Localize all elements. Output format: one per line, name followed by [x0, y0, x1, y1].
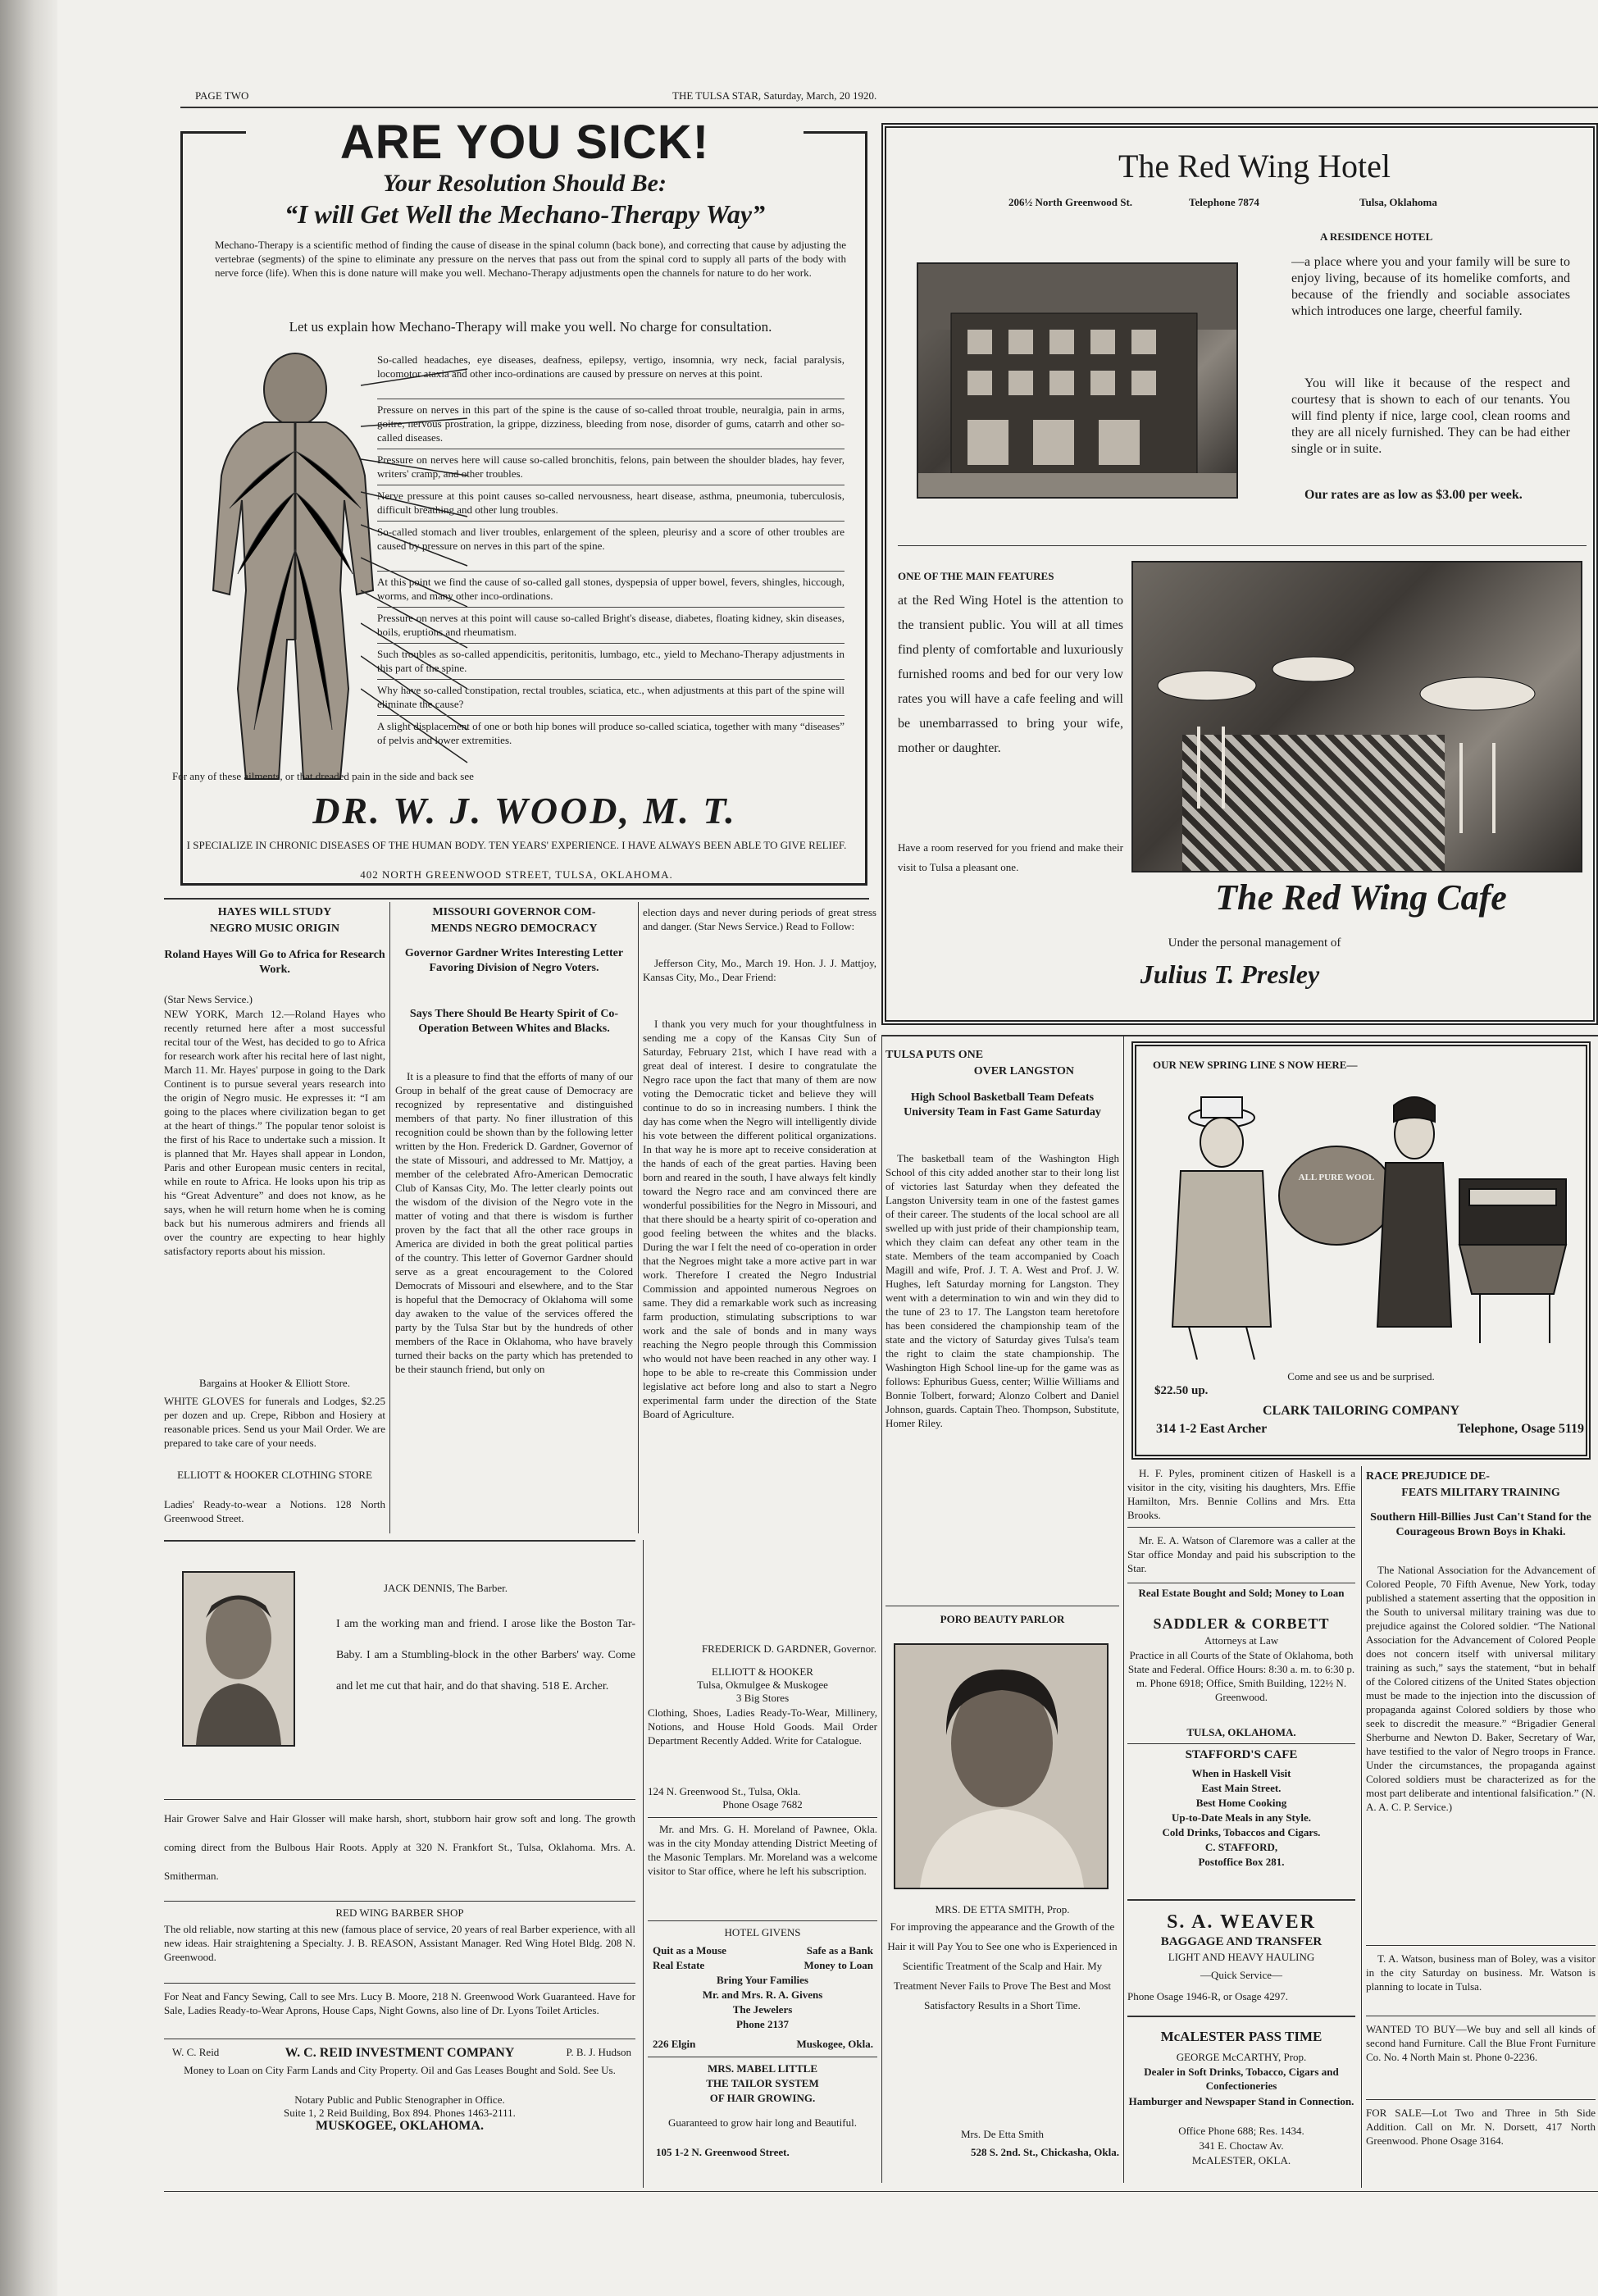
- ad-footer: For any of these ailments, or that dreaded pain in the side and back see: [172, 770, 474, 782]
- elliott-addr: 124 N. Greenwood St., Tulsa, Okla.: [648, 1785, 801, 1797]
- langston-body: The basketball team of the Washington High School of this city added another star to their long list of victories last Saturday when they defeated the Langston University team in one of the fastest games of their career. The students of the local school are all swelled up with just pride of their championship team, which they claim can defeat any other team in the state. Members of the team accompanied by Coach Magill and wife, Prof. J. T. A. West and Prof. J. W. Hughes, left Saturday morning for Langston. They went with a determination to win and win they did to the tune of 23 to 17. The Langston team heretofore has been considered the championship team of the state and the victory of Saturday gives Tulsa's team the right to claim the state championship. The Washington High School line-up for the game was as follows: Ephuribus Guess, center; Willie Williams and Bonnie Tolbert, forward; Alonzo Colbert and Daniel Johnson, guards. Captain Theo. Thompson, Substitute, Homer Riley.: [886, 1152, 1119, 1429]
- body-figure-icon: [197, 344, 385, 787]
- mcalester-l6: McALESTER, OKLA.: [1191, 2154, 1291, 2166]
- ailment-list: [377, 353, 845, 752]
- little-head: MRS. MABEL LITTLE: [707, 2062, 817, 2075]
- pyles-note: H. F. Pyles, prominent citizen of Haskell is a visitor in the city, visiting his daughters, Mrs. Effie Hamilton, Mrs. Bennie Collins and Mrs. Etta Brooks.: [1127, 1467, 1355, 1521]
- cafe-management: Under the personal management of: [1168, 936, 1341, 950]
- race-body: The National Association for the Advancement of Colored People, 70 Fifth Avenue, New York, today published a statement asserting that the opposition in the South to universal military training was due to prejudice against the Colored soldier. “The National Association for the Advancement of Colored People does not concern itself with universal military training as such,” says the statement, “but in behalf of the Colored citizens of the United States objection must be made to the injection into the discussion of propaganda against Colored soldiers by those who seek to discredit the measure.” “Brigadier General Sherburne and Newton D. Baker, Secretary of War, have testified to the valor of Negro troops in France. Under the circumstances, the propaganda against Colored soldiers must be characterized as for the most part deliberate and intentional falsification.” (N. A. A. C. P. Service.): [1366, 1564, 1596, 1813]
- governor-body: It is a pleasure to find that the efforts of many of our Group in behalf of the great cause of Democracy are recognized by representative and distinguished members of that party. No finer illustration of this recognition could be shown than by the following letter written by the Hon. Frederick D. Gardner, Governor of the state of Missouri, and addressed to Mr. Mattjoy, a member of the celebrated Afro-American Democratic Club of Kansas City, Mo. The letter clearly points out the wisdom of the division of the Negro vote in the matter of voting and that there is wisdom is further proven by the fact that all the other race groups in America are divided in both the great political parties of the country. This letter of Governor Gardner should serve as a great encouragement to the Colored Democrats of Missouri and elsewhere, and to the Star is hopeful that the Democracy of Oklahoma will some day awaken to the value of the services offered the party by the Tulsa Star but by the hundreds of other members of the Race in Oklahoma, who have bravely turned their backs on the party which has pretended to be their staunch friend, but only on: [395, 1070, 633, 1375]
- ta-watson-note: T. A. Watson, business man of Boley, was a visitor in the city Saturday on business. Mr. Watson is planning to locate in Tulsa.: [1366, 1952, 1596, 1993]
- letter-body: I thank you very much for your thoughtfulness in sending me a copy of the Kansas City Sun of Saturday, February 21st, which I have read with a great deal of interest. I desire to congratulate the Negro race upon the fact that many of them are now voting the Democratic ticket and believe they will continue to do so in increasing numbers. I think the day has come when the Negro will intelligently divide his vote between the different political organizations. In that way he is more apt to receive consideration at the hands of each of the great parties. Having been born and reared in the south, I have always felt kindly toward the Negro race and am convinced there are wonderful possibilities for the Negro in Missouri, and that there should be a hearty spirit of co-operation and good feeling between the whites and the blacks. During the war I felt the need of co-operation in order that the Negroes might take a more active part in war work. Therefore I created the Negro Industrial Commission and appointed numerous Negroes on same. They did a remarkable work such as increasing farm production, stimulating subscriptions to war work and the sale of bonds and in many ways reaching the Negro people through this Commission who would not have been reached in any other way. I hope to be able to re-create this Commission under legislative act before long and also to start a Negro experimental farm under the direction of the State Board of Agriculture.: [643, 1018, 876, 1420]
- elliott-cities: Tulsa, Okmulgee & Muskogee: [697, 1679, 828, 1691]
- cafe-manager: Julius T. Presley: [1140, 959, 1320, 989]
- portrait-icon: [895, 1645, 1107, 1888]
- elliott-stores: 3 Big Stores: [735, 1692, 790, 1704]
- stafford-head: STAFFORD'S CAFE: [1185, 1748, 1298, 1761]
- weaver-head: S. A. WEAVER: [1167, 1911, 1316, 1933]
- nervous-system-figure: [197, 344, 385, 787]
- hotel-description: —a place where you and your family will be sure to enjoy living, because of its homelike comforts, and because of the friendly and sociable associates which introduces one large, cheerful family.: [1291, 255, 1570, 318]
- jack-body: I am the working man and friend. I arose like the Boston Tar-Baby. I am a Stumbling-block in the other Barbers' way. Come and let me cut that hair, and do that shaving. 518 E. Archer.: [336, 1618, 635, 1692]
- weaver-phone: Phone Osage 1946-R, or Osage 4297.: [1127, 1990, 1289, 2002]
- ailment-item: Pressure on nerves in this part of the spine is the cause of so-called throat trouble, neuralgia, pain in arms, goitre, nervous prostration, la grippe, dizziness, bleeding from nose, disorder of gums, catarrh and other so-called diseases.: [377, 403, 845, 449]
- givens-r1: Safe as a Bank: [806, 1944, 873, 1957]
- reid-left: W. C. Reid: [172, 2046, 220, 2058]
- spring-head: OUR NEW SPRING LINE S NOW HERE—: [1153, 1059, 1358, 1071]
- cafe-interior-photo: [1131, 561, 1582, 872]
- givens-l3: 226 Elgin: [653, 2038, 696, 2050]
- stafford-l4: Up-to-Date Meals in any Style.: [1171, 1811, 1312, 1824]
- ailment-item: Nerve pressure at this point causes so-called nervousness, heart disease, asthma, pneumonia, tuberculosis, difficult breathing and other lung troubles.: [377, 489, 845, 522]
- hayes-subhead: Roland Hayes Will Go to Africa for Research Work.: [164, 949, 385, 976]
- ailment-item: Such troubles as so-called appendicitis, peritonitis, lumbago, etc., yield to Mechano-Therapy adjustments in this part of the spine.: [377, 647, 845, 680]
- givens-l2: Real Estate: [653, 1959, 705, 1971]
- moreland-note: Mr. and Mrs. G. H. Moreland of Pawnee, Okla. was in the city Monday attending District Meeting of the Masonic Templars. Mr. Moreland was a welcome visitor to Star office, where he left his subscription.: [648, 1823, 877, 1877]
- building-icon: [918, 264, 1236, 497]
- clark-company: CLARK TAILORING COMPANY: [1262, 1404, 1459, 1418]
- stafford-l5: Cold Drinks, Tobaccos and Cigars.: [1162, 1826, 1321, 1838]
- poro-sign: Mrs. De Etta Smith: [960, 2128, 1045, 2140]
- hotel-address: 206½ North Greenwood St.: [1008, 196, 1133, 208]
- stafford-l6: C. STAFFORD,: [1204, 1841, 1278, 1853]
- wanted-ad: WANTED TO BUY—We buy and sell all kinds of second hand Furniture. Call the Blue Front Furniture Co. No. 4 North Main st. Phone 0-2236.: [1366, 2023, 1596, 2063]
- weaver-quick: —Quick Service—: [1200, 1969, 1282, 1981]
- langston-subhead: High School Basketball Team Defeats University Team in Fast Game Saturday: [904, 1091, 1101, 1118]
- weaver-sub: BAGGAGE AND TRANSFER: [1160, 1935, 1323, 1948]
- hotel-building-photo: [917, 262, 1238, 499]
- stafford-l2: East Main Street.: [1201, 1782, 1282, 1794]
- bargains-store: ELLIOTT & HOOKER CLOTHING STORE: [177, 1469, 372, 1481]
- barber-head: RED WING BARBER SHOP: [335, 1906, 464, 1919]
- elliott-head: ELLIOTT & HOOKER: [712, 1665, 813, 1678]
- reserve-text: Have a room reserved for you friend and make their visit to Tulsa a pleasant one.: [898, 841, 1123, 873]
- ailment-item: Why have so-called constipation, rectal troubles, sciatica, etc., when adjustments at this part of the spine will eliminate the cause?: [377, 683, 845, 716]
- ad-intro: Mechano-Therapy is a scientific method of finding the cause of disease in the spinal column (back bone), and correcting that cause by adjusting the vertebrae (segments) of the spine to eliminate any pressure on the nerves that pass out from the spinal cord to supply all parts of the body with nerve force (life). When this is done nature will make you well. Mechano-Therapy adjustments open the channels for nature to do her work.: [215, 239, 846, 279]
- mcalester-l5: 341 E. Choctaw Av.: [1199, 2139, 1284, 2152]
- hotel-rates: Our rates are as low as $3.00 per week.: [1304, 488, 1523, 502]
- mcalester-l4: Office Phone 688; Res. 1434.: [1178, 2125, 1304, 2137]
- scan-edge: [0, 0, 57, 2296]
- reid-city: MUSKOGEE, OKLAHOMA.: [316, 2119, 484, 2133]
- saddler-name: SADDLER & CORBETT: [1153, 1615, 1330, 1632]
- givens-mid-2: Mr. and Mrs. R. A. Givens: [702, 1988, 823, 2001]
- wool-label: ALL PURE WOOL: [1298, 1173, 1375, 1182]
- givens-l1: Quit as a Mouse: [653, 1944, 726, 1957]
- poro-portrait-photo: [894, 1643, 1109, 1889]
- givens-head: HOTEL GIVENS: [724, 1926, 801, 1938]
- hotel-phone: Telephone 7874: [1189, 196, 1259, 208]
- cafe-title: The Red Wing Cafe: [1215, 877, 1507, 918]
- givens-mid-4: Phone 2137: [736, 2018, 789, 2030]
- feature-text: at the Red Wing Hotel is the attention to the transient public. You will at all times find plenty of comfortable and luxuriously furnished rooms and bed for our very low rates you will have a cafe feeling and will be unembarrassed to bring your wife, mother or daughter.: [898, 594, 1123, 755]
- givens-r2: Money to Loan: [804, 1959, 873, 1971]
- ailment-item: So-called headaches, eye diseases, deafness, epilepsy, vertigo, insomnia, wry neck, facial paralysis, locomotor ataxia and other inco-ordinations are caused by pressure on nerves at this point.: [377, 353, 845, 399]
- little-sub-2: OF HAIR GROWING.: [709, 2092, 816, 2104]
- elliott-body: Clothing, Shoes, Ladies Ready-To-Wear, Millinery, Notions, and House Hold Goods. Mail Order Department Recently Added. Write for Catalogue.: [648, 1706, 877, 1747]
- feature-heading: ONE OF THE MAIN FEATURES: [898, 570, 1054, 582]
- saddler-body: Practice in all Courts of the State of Oklahoma, both State and Federal. Office Hours: 8:30 a. m. to 6:30 p. m. Phone 6918; Office, Smith Building, 122½ N. Greenwood.: [1127, 1649, 1355, 1703]
- ailment-item: At this point we find the cause of so-called gall stones, dyspepsia of upper bowel, fevers, shingles, hiccough, worms, and many other inco-ordinations.: [377, 575, 845, 608]
- ailment-item: Pressure on nerves here will cause so-called bronchitis, felons, pain between the shoulder blades, hay fever, writers' cramp, and other troubles.: [377, 453, 845, 485]
- hotel-city: Tulsa, Oklahoma: [1359, 196, 1437, 208]
- little-addr: 105 1-2 N. Greenwood Street.: [656, 2146, 790, 2158]
- saddler-city: TULSA, OKLAHOMA.: [1186, 1726, 1296, 1738]
- governor-headline-2: MENDS NEGRO DEMOCRACY: [430, 922, 598, 935]
- spring-price: $22.50 up.: [1154, 1384, 1209, 1397]
- givens-r3: Muskogee, Okla.: [796, 2038, 873, 2050]
- mcalester-l2: Dealer in Soft Drinks, Tobacco, Cigars and Confectioneries: [1144, 2066, 1339, 2092]
- governor-subhead-1: Governor Gardner Writes Interesting Letter Favoring Division of Negro Voters.: [404, 947, 624, 974]
- reid-company: W. C. REID INVESTMENT COMPANY: [285, 2046, 515, 2060]
- sewing-ad: For Neat and Fancy Sewing, Call to see Mrs. Lucy B. Moore, 218 N. Greenwood Work Guaranteed. Have for Sale, Ladies Ready-to-Wear Aprons, House Caps, Night Gowns, also line of Dr. Lyons Toilet Articles.: [164, 1990, 635, 2016]
- little-sub-1: THE TAILOR SYSTEM: [706, 2077, 819, 2089]
- governor-subhead-2: Says There Should Be Hearty Spirit of Co-Operation Between Whites and Blacks.: [409, 1008, 619, 1035]
- stafford-l3: Best Home Cooking: [1195, 1797, 1287, 1809]
- stafford-l1: When in Haskell Visit: [1191, 1767, 1291, 1779]
- doctor-specialty: I SPECIALIZE IN CHRONIC DISEASES OF THE HUMAN BODY. TEN YEARS' EXPERIENCE. I HAVE ALWAYS BEEN ABLE TO GIVE RELIEF.: [186, 839, 847, 851]
- ad-slogan: “I will Get Well the Mechano-Therapy Way”: [284, 199, 766, 229]
- ad-explain: Let us explain how Mechano-Therapy will make you well. No charge for consultation.: [289, 319, 772, 335]
- watson-note: Mr. E. A. Watson of Claremore was a caller at the Star office Monday and paid his subscription to the Star.: [1127, 1534, 1355, 1574]
- stafford-l7: Postoffice Box 281.: [1198, 1856, 1285, 1868]
- cafe-tables-icon: [1133, 563, 1581, 871]
- hayes-headline-1: HAYES WILL STUDY: [217, 906, 332, 918]
- givens-mid-1: Bring Your Families: [717, 1974, 808, 1986]
- race-headline-1: RACE PREJUDICE DE-: [1366, 1470, 1490, 1483]
- elliott-phone: Phone Osage 7682: [722, 1798, 803, 1811]
- poro-head: PORO BEAUTY PARLOR: [940, 1613, 1065, 1625]
- hayes-body: NEW YORK, March 12.—Roland Hayes who recently returned here after a most successful recital tour of the West, has decided to go to Africa for research work after his recital here of last night, March 11. Mr. Hayes' purpose in going to the Dark Continent is to pursue several years research into the origin of Negro music. He expresses it: “I am going to the places where civilization began to get at the heart of things.” The popular tenor soloist is the first of his Race to undertake such a mission. It is planned that Mr. Hayes shall appear in London, Paris and other European music centers in recital, while en route to Africa. He looks upon his trip as his “Great Adventure” and does not know, as he says, when he will return home when he is coming back but his numerous admirers and friends all over the country are expecting to hear highly satisfactory reports about his mission.: [164, 1008, 385, 1257]
- saddler-sub: Attorneys at Law: [1204, 1634, 1279, 1647]
- letter-signature: FREDERICK D. GARDNER, Governor.: [701, 1642, 876, 1655]
- ailment-item: A slight displacement of one or both hip bones will produce so-called sciatica, together with many “diseases” of pelvis and lower extremities.: [377, 720, 845, 746]
- portrait-icon: [184, 1573, 294, 1745]
- mcalester-l3: Hamburger and Newspaper Stand in Connection.: [1128, 2095, 1354, 2107]
- bargains-head: Bargains at Hooker & Elliott Store.: [199, 1377, 350, 1389]
- hotel-description-2: You will like it because of the respect and courtesy that is shown to each of our tenants. You will find plenty if nice, large cool, clean rooms and they are all nicely furnished. They can be had either single or in suite.: [1291, 376, 1570, 456]
- mcalester-head: McALESTER PASS TIME: [1160, 2029, 1323, 2044]
- reid-line-2: Notary Public and Public Stenographer in Office.: [294, 2093, 505, 2106]
- page-number: PAGE TWO: [195, 89, 249, 102]
- saddler-top: Real Estate Bought and Sold; Money to Loan: [1138, 1587, 1345, 1599]
- tailor-illustration: [1148, 1081, 1574, 1360]
- jack-title: JACK DENNIS, The Barber.: [384, 1582, 508, 1594]
- clark-addr: 314 1-2 East Archer: [1156, 1422, 1268, 1436]
- poro-addr: 528 S. 2nd. St., Chickasha, Okla.: [971, 2146, 1119, 2158]
- little-body: Guaranteed to grow hair long and Beautiful.: [668, 2116, 857, 2129]
- hotel-title: The Red Wing Hotel: [1118, 148, 1391, 184]
- letter-dateline: Jefferson City, Mo., March 19. Hon. J. J. Mattjoy, Kansas City, Mo., Dear Friend:: [643, 957, 876, 983]
- governor-cont: election days and never during periods of great stress and danger. (Star News Service.) Read to Follow:: [643, 906, 876, 932]
- hayes-headline-2: NEGRO MUSIC ORIGIN: [210, 922, 339, 935]
- race-headline-2: FEATS MILITARY TRAINING: [1401, 1487, 1560, 1499]
- for-sale-ad: FOR SALE—Lot Two and Three in 5th Side Addition. Call on Mr. N. Dorsett, 417 North Greenwood. Phone Osage 3164.: [1366, 2107, 1596, 2147]
- barber-body: The old reliable, now starting at this new (famous place of service, 20 years of real Barber experience, with all new ideas. Hair straightening a Specialty. J. B. REASON, Assistant Manager. Red Wing Hotel Bldg. 208 N. Greenwood.: [164, 1923, 635, 1963]
- reid-right: P. B. J. Hudson: [566, 2046, 631, 2058]
- residence-heading: A RESIDENCE HOTEL: [1320, 230, 1433, 243]
- mcalester-l1: GEORGE McCARTHY, Prop.: [1176, 2051, 1307, 2063]
- governor-headline-1: MISSOURI GOVERNOR COM-: [432, 906, 596, 918]
- bargains-body: WHITE GLOVES for funerals and Lodges, $2.25 per dozen and up. Crepe, Ribbon and Hosiery at reasonable prices. Send us your Mail Order. We are prepared to take care of your needs.: [164, 1395, 385, 1449]
- ailment-item: Pressure on nerves at this point will cause so-called Bright's disease, diabetes, floating kidney, skin diseases, boils, eruptions and rheumatism.: [377, 611, 845, 644]
- weaver-sub-2: LIGHT AND HEAVY HAULING: [1168, 1951, 1315, 1963]
- reid-line-1: Money to Loan on City Farm Lands and City Property. Oil and Gas Leases Bought and Sold. See Us.: [184, 2064, 616, 2076]
- langston-headline-1: TULSA PUTS ONE: [886, 1049, 984, 1061]
- ad-resolution: Your Resolution Should Be:: [383, 170, 667, 197]
- hair-grower-ad: Hair Grower Salve and Hair Glosser will make harsh, short, stubborn hair grow soft and long. The growth coming direct from the Bulbous Hair Roots. Apply at 320 N. Frankfort St., Tulsa, Oklahoma. Mrs. A. Smitherman.: [164, 1812, 635, 1882]
- ad-title: ARE YOU SICK!: [246, 116, 804, 169]
- reid-line-3: Suite 1, 2 Reid Building, Box 894. Phones 1463-2111.: [284, 2107, 516, 2119]
- ailment-item: So-called stomach and liver troubles, enlargement of the spleen, pleurisy and a score of other troubles are caused by pressure on nerves in this part of the spine.: [377, 525, 845, 572]
- givens-mid-3: The Jewelers: [732, 2003, 793, 2016]
- jack-dennis-photo: [182, 1571, 295, 1747]
- doctor-address: 402 NORTH GREENWOOD STREET, TULSA, OKLAHOMA.: [360, 868, 673, 881]
- langston-headline-2: OVER LANGSTON: [973, 1065, 1074, 1077]
- race-subhead: Southern Hill-Billies Just Can't Stand for the Courageous Brown Boys in Khaki.: [1370, 1511, 1591, 1538]
- clark-phone: Telephone, Osage 5119: [1457, 1422, 1584, 1436]
- hayes-service: (Star News Service.): [164, 993, 253, 1005]
- masthead-title: THE TULSA STAR, Saturday, March, 20 1920.: [672, 89, 877, 102]
- spring-come: Come and see us and be surprised.: [1287, 1370, 1435, 1383]
- doctor-name: DR. W. J. WOOD, M. T.: [312, 790, 737, 831]
- bargains-body-2: Ladies' Ready-to-wear a Notions. 128 North Greenwood Street.: [164, 1498, 385, 1524]
- poro-caption: MRS. DE ETTA SMITH, Prop.: [935, 1903, 1070, 1916]
- poro-body: For improving the appearance and the Growth of the Hair it will Pay You to See one who is Experienced in Scientific Treatment of the Scalp and Hair. My Treatment Never Fails to Prove The Best and Most Satisfactory Results in a Short Time.: [887, 1920, 1118, 2011]
